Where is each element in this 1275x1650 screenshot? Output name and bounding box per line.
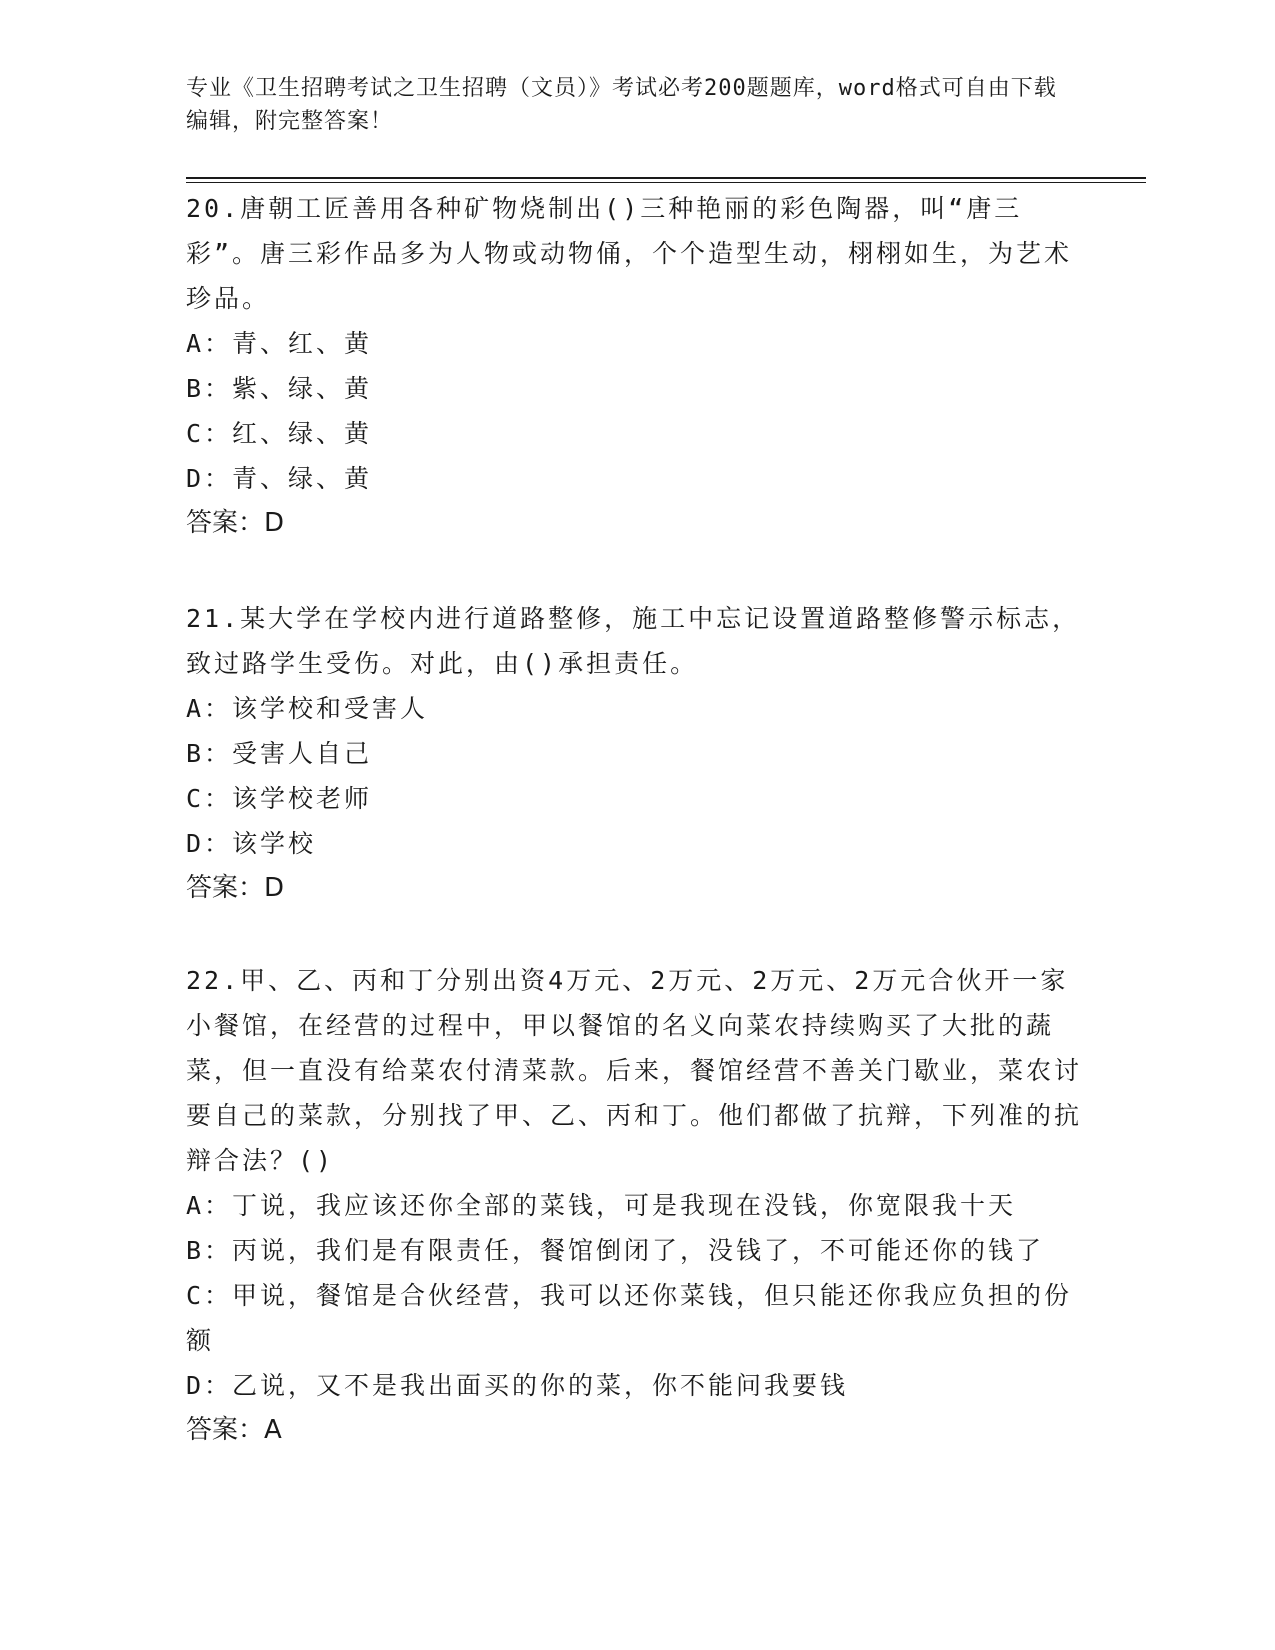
option-b: B：丙说，我们是有限责任，餐馆倒闭了，没钱了，不可能还你的钱了 <box>186 1236 1045 1265</box>
page-header: 专业《卫生招聘考试之卫生招聘（文员）》考试必考200题题库，word格式可自由下载编辑，附完整答案！ <box>186 76 1057 134</box>
header-divider-thick <box>186 177 1146 179</box>
question-stem: 22.甲、乙、丙和丁分别出资4万元、2万元、2万元、2万元合伙开一家小餐馆，在经营的过程中，甲以餐馆的名义向菜农持续购买了大批的蔬菜，但一直没有给菜农付清菜款。后来，餐馆经营不善关门歇业，菜农讨要自己的菜款，分别找了甲、乙、丙和丁。他们都做了抗辩，下列准的抗辩合法？() <box>186 966 1083 1175</box>
answer: 答案：D <box>186 873 285 903</box>
option-b: B：受害人自己 <box>186 739 373 768</box>
option-a: A：青、红、黄 <box>186 329 373 358</box>
header-divider-thin <box>186 182 1146 183</box>
question-stem: 21.某大学在学校内进行道路整修，施工中忘记设置道路整修警示标志，致过路学生受伤。对此，由()承担责任。 <box>186 604 1081 678</box>
answer: 答案：A <box>186 1415 282 1445</box>
question-20 <box>186 186 1086 546</box>
option-d: D：青、绿、黄 <box>186 464 373 493</box>
option-a: A：该学校和受害人 <box>186 694 429 723</box>
question-22 <box>186 958 1086 1453</box>
answer: 答案：D <box>186 508 285 538</box>
option-a: A：丁说，我应该还你全部的菜钱，可是我现在没钱，你宽限我十天 <box>186 1191 1017 1220</box>
option-b: B：紫、绿、黄 <box>186 374 373 403</box>
question-21 <box>186 596 1086 911</box>
option-c: C：该学校老师 <box>186 784 373 813</box>
option-d: D：该学校 <box>186 829 317 858</box>
option-c: C：红、绿、黄 <box>186 419 373 448</box>
option-c: C：甲说，餐馆是合伙经营，我可以还你菜钱，但只能还你我应负担的份额 <box>186 1281 1073 1355</box>
question-stem: 20.唐朝工匠善用各种矿物烧制出()三种艳丽的彩色陶器，叫“唐三彩”。唐三彩作品多为人物或动物俑，个个造型生动，栩栩如生，为艺术珍品。 <box>186 194 1073 313</box>
option-d: D：乙说，又不是我出面买的你的菜，你不能问我要钱 <box>186 1371 849 1400</box>
